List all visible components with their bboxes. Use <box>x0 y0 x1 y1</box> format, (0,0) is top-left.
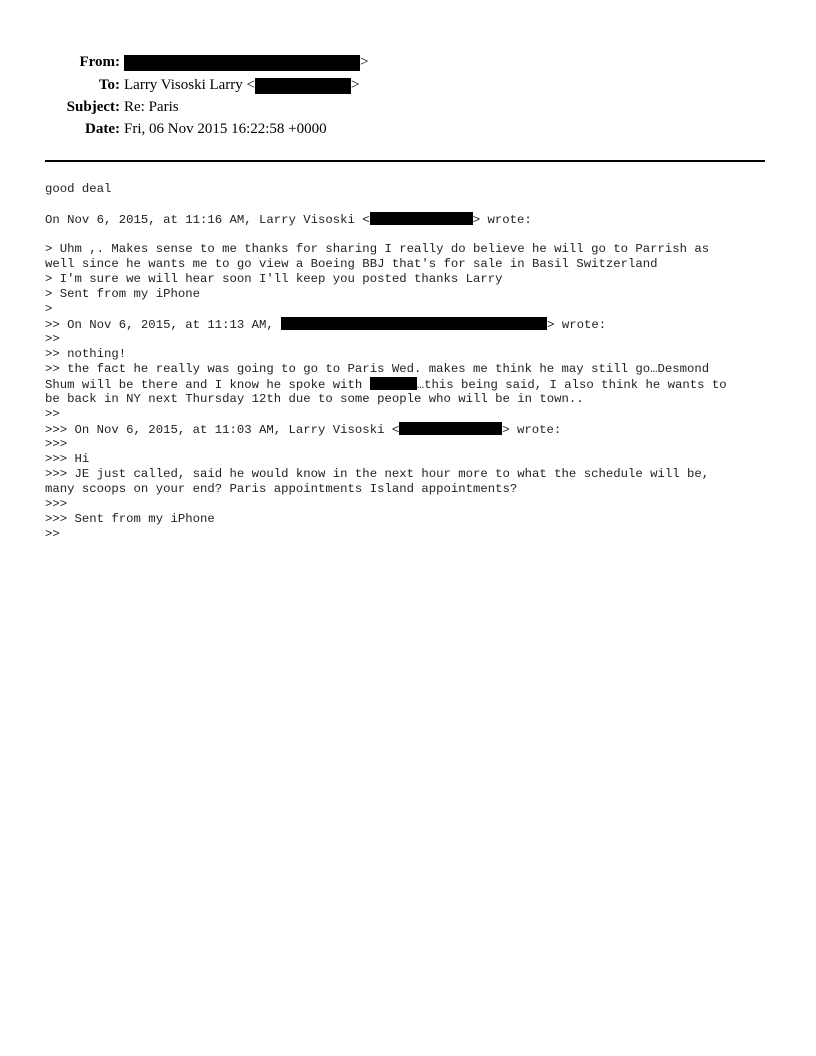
date-value: Fri, 06 Nov 2015 16:22:58 +0000 <box>124 121 327 137</box>
email-body <box>45 182 775 542</box>
body-line-suffix: > wrote: <box>472 213 532 227</box>
body-line <box>45 317 775 332</box>
body-line: > I'm sure we will hear soon I'll keep you posted thanks Larry <box>45 272 503 286</box>
redaction-block <box>370 377 417 390</box>
body-line: > Sent from my iPhone <box>45 287 200 301</box>
body-line: > <box>45 302 53 316</box>
body-line: > Uhm ,. Makes sense to me thanks for sharing I really do believe he will go to Parrish as <box>45 242 710 256</box>
body-line: many scoops on your end? Paris appointments Island appointments? <box>45 482 518 496</box>
body-line: good deal <box>45 182 112 196</box>
header-divider <box>45 160 765 162</box>
body-line-prefix: On Nov 6, 2015, at 11:16 AM, Larry Visoski < <box>45 213 370 227</box>
body-line: >>> Sent from my iPhone <box>45 512 215 526</box>
body-line-prefix: >>> On Nov 6, 2015, at 11:03 AM, Larry Visoski < <box>45 423 400 437</box>
body-line: >>> JE just called, said he would know in the next hour more to what the schedule will be, <box>45 467 710 481</box>
to-value-prefix: Larry Visoski Larry < <box>124 77 256 93</box>
to-label: To: <box>98 77 120 93</box>
body-line-prefix: >> On Nov 6, 2015, at 11:13 AM, <box>45 318 282 332</box>
body-line-suffix: …this being said, I also think he wants to <box>416 378 727 392</box>
from-value-suffix: > <box>360 54 369 70</box>
body-line: >> <box>45 332 60 346</box>
blank-line <box>45 227 775 242</box>
body-line <box>45 212 775 227</box>
body-line: >> nothing! <box>45 347 127 361</box>
body-line: well since he wants me to go view a Boeing BBJ that's for sale in Basil Switzerland <box>45 257 658 271</box>
redaction-block <box>255 78 351 94</box>
subject-value: Re: Paris <box>124 99 179 115</box>
body-line: >>> <box>45 437 68 451</box>
from-value <box>124 52 368 72</box>
redaction-block <box>124 55 360 71</box>
body-line: >> <box>45 527 60 541</box>
body-line-suffix: > wrote: <box>547 318 607 332</box>
blank-line <box>45 197 775 212</box>
redaction-block <box>281 317 547 330</box>
subject-label: Subject: <box>66 99 120 115</box>
body-line <box>45 377 775 392</box>
body-line: >> the fact he really was going to go to Paris Wed. makes me think he may still go…Desmond <box>45 362 710 376</box>
redaction-block <box>399 422 502 435</box>
body-line <box>45 422 775 437</box>
body-line: >>> <box>45 497 68 511</box>
body-line-suffix: > wrote: <box>502 423 562 437</box>
redaction-block <box>370 212 473 225</box>
body-line: be back in NY next Thursday 12th due to some people who will be in town.. <box>45 392 584 406</box>
from-label: From: <box>79 54 120 70</box>
body-line-prefix: Shum will be there and I know he spoke with <box>45 378 370 392</box>
date-label: Date: <box>85 121 120 137</box>
to-value <box>124 75 359 95</box>
to-value-suffix: > <box>351 77 360 93</box>
body-line: >> <box>45 407 60 421</box>
body-line: >>> Hi <box>45 452 90 466</box>
